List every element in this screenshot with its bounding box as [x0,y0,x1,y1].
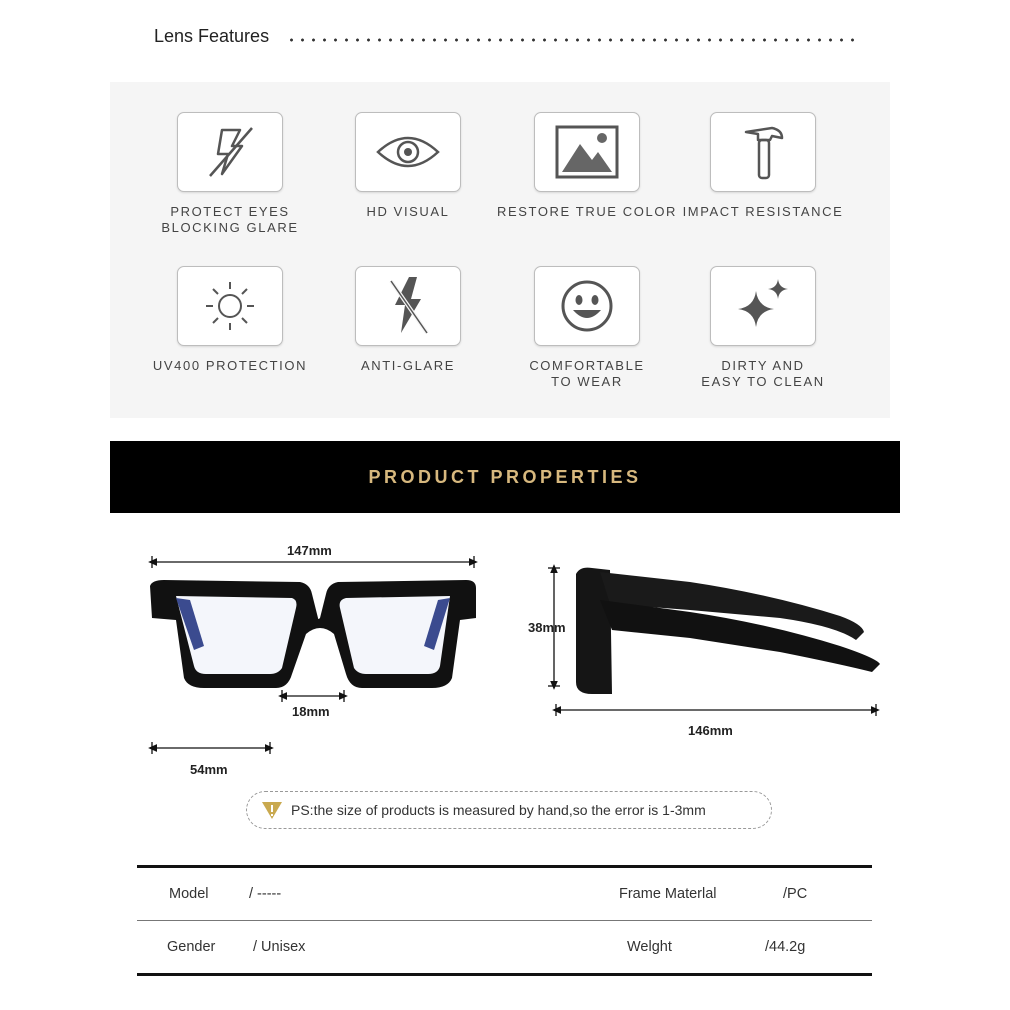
feature-icon-box [534,266,640,346]
spec-label-gender: Gender [167,939,216,955]
eye-icon [376,132,440,172]
feature-label: RESTORE TRUE COLOR [497,204,678,219]
spec-value-weight: /44.2g [765,939,806,955]
feature-icon-box [710,112,816,192]
hammer-icon [738,122,788,182]
feature-anti-glare [318,266,498,374]
smiley-icon [559,278,615,334]
feature-icon-box [177,112,283,192]
spec-table [137,865,872,976]
feature-icon-box [534,112,640,192]
feature-label: DIRTY AND EASY TO CLEAN [701,358,825,389]
spec-label-model: Model [169,886,209,902]
sun-icon [202,278,258,334]
feature-easy-clean [673,266,853,390]
glasses-front-view [140,550,490,790]
feature-impact-resistance [673,112,853,220]
feature-icon-box [177,266,283,346]
feature-uv400 [140,266,320,374]
dimension-bridge: 18mm [292,704,330,719]
feature-protect-eyes [140,112,320,236]
broken-lightning-icon [383,275,433,337]
feature-icon-box [355,266,461,346]
feature-true-color [497,112,677,220]
lightning-slash-icon [200,122,260,182]
sparkle-icon [732,277,794,335]
measurement-note [246,791,772,829]
dimension-frame-width: 147mm [287,543,332,558]
spec-label-frame-material: Frame Materlal [619,886,717,902]
banner-title: PRODUCT PROPERTIES [368,466,642,487]
dimension-temple-length: 146mm [688,723,733,738]
spec-value-gender: / Unisex [253,939,306,955]
note-text: PS:the size of products is measured by hand,so the error is 1-3mm [291,802,706,818]
feature-icon-box [355,112,461,192]
dotted-divider [286,38,860,42]
feature-label: COMFORTABLE TO WEAR [529,358,645,389]
feature-label: UV400 PROTECTION [152,358,308,373]
features-panel [110,82,890,418]
table-row [137,921,872,973]
feature-icon-box [710,266,816,346]
dimension-lens-height: 38mm [528,620,566,635]
landscape-image-icon [554,124,620,180]
table-row [137,868,872,920]
spec-value-model: / ----- [249,886,282,902]
feature-label: ANTI-GLARE [360,358,455,373]
warning-icon [261,800,283,820]
table-rule-bottom [137,973,872,976]
feature-comfortable [497,266,677,390]
feature-label: IMPACT RESISTANCE [682,204,844,219]
product-properties-banner [110,441,900,513]
feature-hd-visual [318,112,498,220]
glasses-side-view [540,560,890,730]
section-title-lens-features: Lens Features [154,26,270,46]
spec-value-frame-material: /PC [783,886,808,902]
spec-label-weight: Welght [627,939,672,955]
feature-label: HD VISUAL [366,204,450,219]
dimension-lens-width: 54mm [190,762,228,777]
feature-label: PROTECT EYES BLOCKING GLARE [161,204,299,235]
